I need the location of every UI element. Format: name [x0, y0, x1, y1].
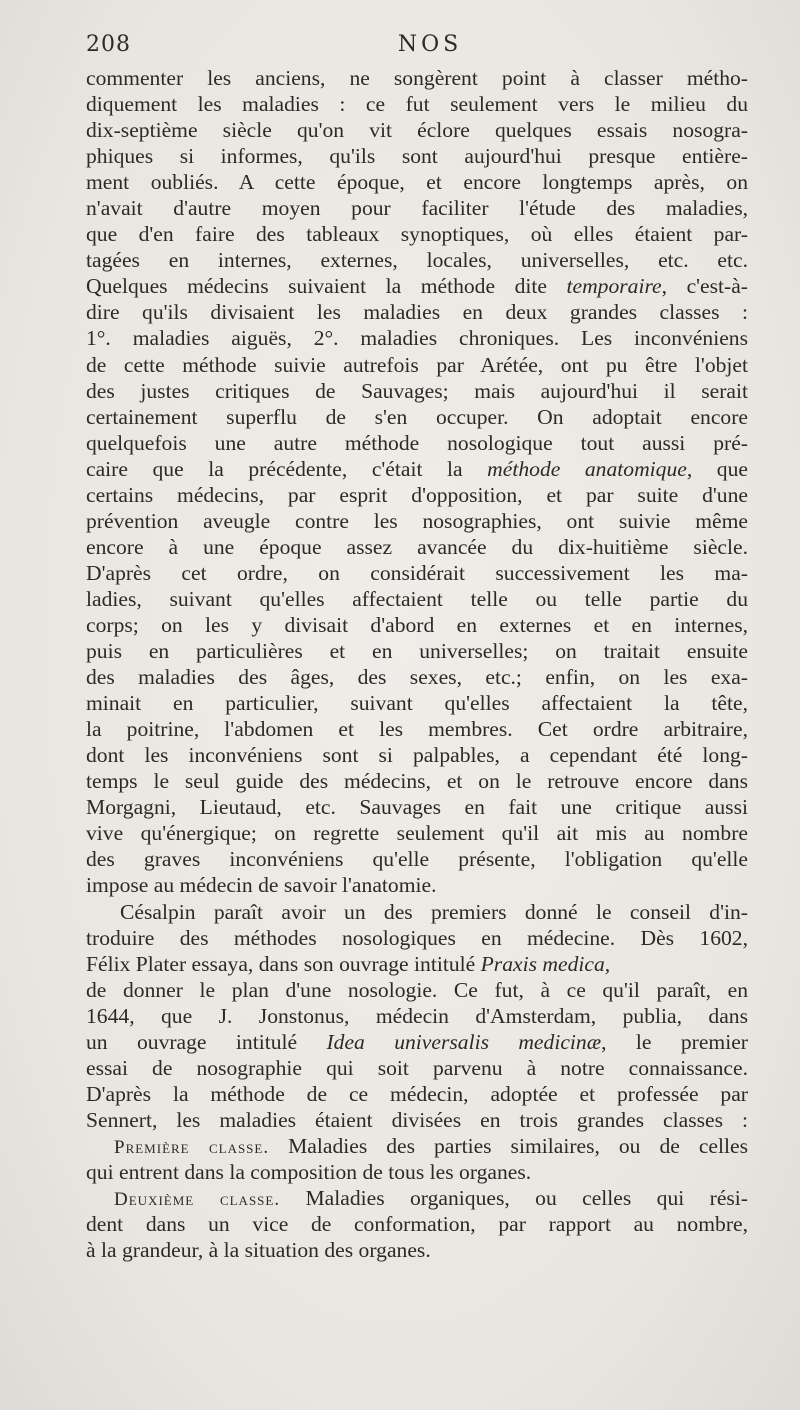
text-run: , que	[686, 456, 748, 481]
text-line: dire qu'ils divisaient les maladies en deux grandes classes :	[86, 300, 748, 325]
text-run: Félix Plater essaya, dans son ouvrage intitulé	[86, 951, 481, 976]
text-line: n'avait d'autre moyen pour faciliter l'étude des maladies,	[86, 196, 748, 221]
text-line	[86, 1133, 748, 1159]
italic-term: Idea universalis medicinæ	[326, 1029, 602, 1054]
text-run: Maladies organiques, ou celles qui rési-	[280, 1186, 748, 1211]
class-heading: Deuxième classe.	[114, 1189, 281, 1211]
text-line: vive qu'énergique; on regrette seulement qu'il ait mis au nombre	[86, 821, 748, 846]
text-line	[86, 1185, 748, 1211]
text-line	[86, 951, 748, 977]
text-line: minait en particulier, suivant qu'elles affectaient la tête,	[86, 691, 748, 716]
text-line: des justes critiques de Sauvages; mais aujourd'hui il serait	[86, 378, 748, 403]
text-run: un ouvrage intitulé	[86, 1029, 327, 1054]
text-line: temps le seul guide des médecins, et on le retrouve encore dans	[86, 769, 748, 794]
italic-term: temporaire	[566, 274, 662, 299]
text-line: corps; on les y divisait d'abord en externes et en internes,	[86, 612, 748, 637]
italic-term: méthode anatomique	[487, 456, 687, 481]
page-number: 208	[86, 32, 131, 57]
text-line: ladies, suivant qu'elles affectaient telle ou telle partie du	[86, 586, 748, 611]
text-line: 1°. maladies aiguës, 2°. maladies chroniques. Les inconvéniens	[86, 326, 748, 351]
text-line: des maladies des âges, des sexes, etc.; enfin, on les exa-	[86, 665, 748, 690]
text-line: impose au médecin de savoir l'anatomie.	[86, 873, 437, 898]
text-line: phiques si informes, qu'ils sont aujourd'hui presque entière-	[86, 144, 748, 169]
text-line: 1644, que J. Jonstonus, médecin d'Amsterdam, publia, dans	[86, 1003, 748, 1028]
text-line	[86, 1029, 748, 1055]
text-run: , c'est-à-	[661, 274, 748, 299]
text-line: des graves inconvéniens qu'elle présente, l'obligation qu'elle	[86, 847, 748, 872]
text-run: caire que la précédente, c'était la	[86, 456, 488, 481]
text-body	[86, 65, 748, 1263]
text-line: ment oubliés. A cette époque, et encore longtemps après, on	[86, 170, 748, 195]
class-heading: Première classe.	[114, 1136, 270, 1158]
text-line	[86, 273, 748, 299]
text-line: essai de nosographie qui soit parvenu à notre connaissance.	[86, 1055, 748, 1080]
text-line: de donner le plan d'une nosologie. Ce fut, à ce qu'il paraît, en	[86, 977, 748, 1002]
text-run: Maladies des parties similaires, ou de celles	[269, 1133, 748, 1158]
text-line: diquement les maladies : ce fut seulement vers le milieu du	[86, 92, 748, 117]
page-header	[86, 32, 748, 66]
text-line: qui entrent dans la composition de tous les organes.	[86, 1159, 532, 1184]
text-line: à la grandeur, à la situation des organes.	[86, 1238, 431, 1263]
text-line: certains médecins, par esprit d'opposition, et par suite d'une	[86, 482, 748, 507]
text-line: certainement superflu de s'en occuper. On adoptait encore	[86, 404, 748, 429]
text-line: puis en particulières et en universelles; on traitait ensuite	[86, 639, 748, 664]
text-line: Césalpin paraît avoir un des premiers donné le conseil d'in-	[120, 899, 748, 924]
text-line: dent dans un vice de conformation, par rapport au nombre,	[86, 1212, 748, 1237]
running-head: NOS	[397, 32, 463, 57]
text-line: D'après cet ordre, on considérait successivement les ma-	[86, 560, 748, 585]
italic-term: Praxis medica,	[480, 951, 611, 976]
text-line: Morgagni, Lieutaud, etc. Sauvages en fait une critique aussi	[86, 795, 748, 820]
text-line: encore à une époque assez avancée du dix-huitième siècle.	[86, 534, 748, 559]
text-line: quelquefois une autre méthode nosologique tout aussi pré-	[86, 430, 748, 455]
text-line	[86, 456, 748, 482]
text-run: Quelques médecins suivaient la méthode dite	[86, 274, 567, 299]
text-line: que d'en faire des tableaux synoptiques, où elles étaient par-	[86, 222, 748, 247]
text-line: Sennert, les maladies étaient divisées en trois grandes classes :	[86, 1107, 748, 1132]
text-line: troduire des méthodes nosologiques en médecine. Dès 1602,	[86, 925, 748, 950]
text-line: dix-septième siècle qu'on vit éclore quelques essais nosogra-	[86, 118, 748, 143]
text-line: commenter les anciens, ne songèrent point à classer métho-	[86, 66, 748, 90]
text-line: prévention aveugle contre les nosographies, ont suivie même	[86, 508, 748, 533]
text-line: D'après la méthode de ce médecin, adoptée et professée par	[86, 1081, 748, 1106]
text-line: dont les inconvéniens sont si palpables, a cependant été long-	[86, 743, 748, 768]
text-line: tagées en internes, externes, locales, universelles, etc. etc.	[86, 248, 748, 273]
text-line: de cette méthode suivie autrefois par Arétée, ont pu être l'objet	[86, 352, 748, 377]
text-line: la poitrine, l'abdomen et les membres. Cet ordre arbitraire,	[86, 717, 748, 742]
text-run: , le premier	[601, 1029, 748, 1054]
